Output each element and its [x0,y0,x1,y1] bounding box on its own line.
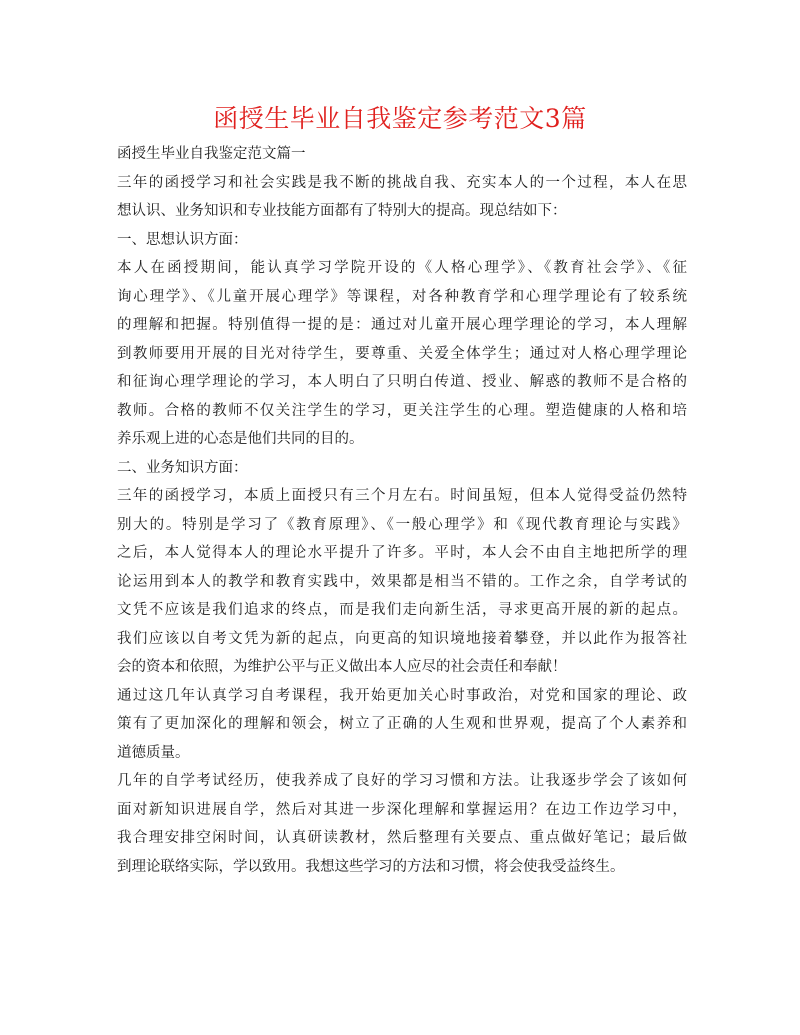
section-heading-ideology: 一、思想认识方面： [117,231,248,248]
paragraph-line: 和征询心理学理论的学习，本人明白了只明白传道、授业、解惑的教师不是合格的 [117,374,687,390]
document-title: 函授生毕业自我鉴定参考范文3篇 [213,104,587,133]
document-body [117,140,687,881]
paragraph-line: 三年的函授学习和社会实践是我不断的挑战自我、充实本人的一个过程，本人在思 [117,174,687,191]
paragraph-line: 道德质量。 [117,744,190,761]
paragraph-line: 我们应该以自考文凭为新的起点，向更高的知识境地接着攀登，并以此作为报答社 [117,630,687,647]
paragraph-line: 到理论联络实际，学以致用。我想这些学习的方法和习惯，将会使我受益终生。 [117,858,625,875]
paragraph-line: 论运用到本人的教学和教育实践中，效果都是相当不错的。工作之余，自学考试的 [117,573,687,590]
paragraph-line: 教师。合格的教师不仅关注学生的学习，更关注学生的心理。塑造健康的人格和培 [117,402,687,419]
paragraph-line: 想认识、业务知识和专业技能方面都有了特别大的提高。现总结如下： [117,203,567,219]
paragraph-line: 养乐观上进的心态是他们共同的目的。 [117,431,364,447]
paragraph-line: 策有了更加深化的理解和领会，树立了正确的人生观和世界观，提高了个人素养和 [117,716,687,732]
paragraph-line: 面对新知识进展自学，然后对其进一步深化理解和掌握运用？在边工作边学习中， [117,801,687,818]
paragraph-line: 别大的。特别是学习了《教育原理》、《一般心理学》和《现代教育理论与实践》 [117,516,687,533]
paragraph-line: 会的资本和依照，为维护公平与正义做出本人应尽的社会责任和奉献！ [117,659,567,675]
section-heading-professional-knowledge: 二、业务知识方面： [117,459,248,476]
paragraph-line: 本人在函授期间，能认真学习学院开设的《人格心理学》、《教育社会学》、《征 [117,260,687,276]
paragraph-line: 询心理学》、《儿童开展心理学》等课程，对各种教育学和心理学理论有了较系统 [117,288,687,305]
paragraph-line: 之后，本人觉得本人的理论水平提升了许多。平时，本人会不由自主地把所学的理 [117,545,687,561]
paragraph-line: 几年的自学考试经历，使我养成了良好的学习习惯和方法。让我逐步学会了该如何 [117,773,687,789]
section-heading-essay-one: 函授生毕业自我鉴定范文篇一 [117,146,306,162]
paragraph-line: 文凭不应该是我们追求的终点，而是我们走向新生活，寻求更高开展的新的起点。 [117,602,687,618]
paragraph-line: 我合理安排空闲时间，认真研读教材，然后整理有关要点、重点做好笔记；最后做 [117,830,687,846]
paragraph-line: 到教师要用开展的目光对待学生，要尊重、关爱全体学生；通过对人格心理学理论 [117,345,687,362]
paragraph-line: 的理解和把握。特别值得一提的是：通过对儿童开展心理学理论的学习，本人理解 [117,317,687,333]
paragraph-line: 通过这几年认真学习自考课程，我开始更加关心时事政治，对党和国家的理论、政 [117,687,687,704]
paragraph-line: 三年的函授学习，本质上面授只有三个月左右。时间虽短，但本人觉得受益仍然特 [117,488,687,504]
